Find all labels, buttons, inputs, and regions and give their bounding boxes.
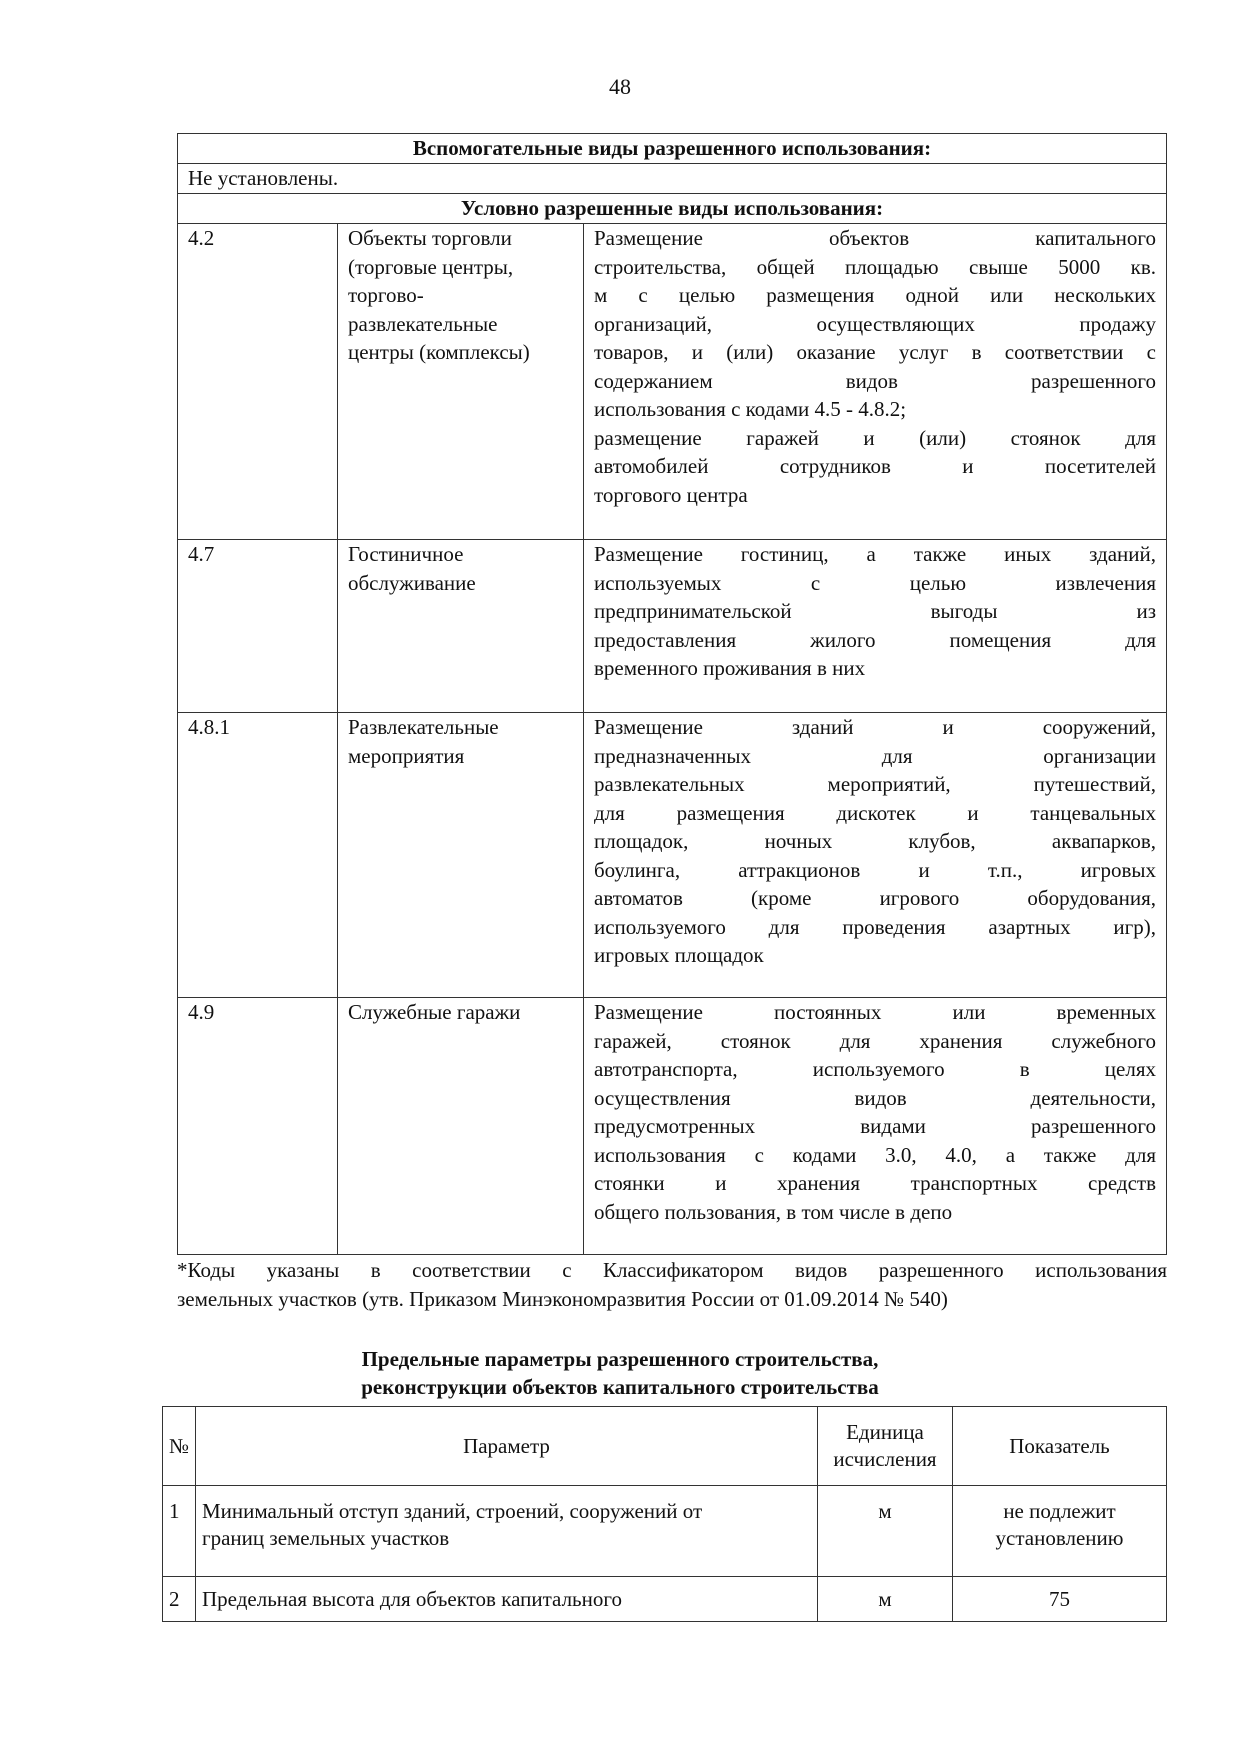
header-value: Показатель [953, 1407, 1167, 1486]
description-line: использования с кодами 4.5 - 4.8.2; [594, 397, 907, 421]
conditional-uses-header: Условно разрешенные виды использования: [178, 194, 1167, 224]
footnote [177, 1256, 1167, 1314]
row-unit: м [818, 1577, 953, 1622]
auxiliary-uses-value: Не установлены. [178, 164, 1167, 194]
row-value: 75 [953, 1577, 1167, 1622]
description-line: автотранспорта, используемого в целях [594, 1057, 1156, 1081]
use-description [584, 713, 1167, 998]
use-name-line: развлекательные [348, 311, 498, 336]
title-line: реконструкции объектов капитального строительства [361, 1375, 879, 1399]
row-parameter [196, 1486, 818, 1577]
row-number: 1 [163, 1486, 196, 1577]
description-line: площадок, ночных клубов, аквапарков, [594, 829, 1156, 853]
row-parameter: Предельная высота для объектов капитального [196, 1577, 818, 1622]
description-line: торгового центра [594, 482, 748, 507]
header-parameter: Параметр [196, 1407, 818, 1486]
use-name-line: Гостиничное [348, 542, 464, 566]
parameter-line: Минимальный отступ зданий, строений, сооружений от [202, 1499, 703, 1523]
description-line: предусмотренных видами разрешенного [594, 1114, 1156, 1138]
use-code: 4.9 [178, 998, 338, 1255]
description-line: временного проживания в них [594, 656, 866, 680]
description-line: содержанием видов разрешенного [594, 368, 1156, 393]
parameter-line: границ земельных участков [202, 1526, 450, 1550]
use-description [584, 540, 1167, 713]
table-header-row [163, 1407, 1167, 1486]
table-row [163, 1486, 1167, 1577]
description-line: предназначенных для организации [594, 743, 1156, 768]
table-row [178, 540, 1167, 713]
header-unit-line: Единица [846, 1420, 924, 1444]
header-number: № [163, 1407, 196, 1486]
description-line: использования с кодами 3.0, 4.0, а также для [594, 1142, 1156, 1167]
construction-parameters-table [162, 1406, 1167, 1622]
description-line: автоматов (кроме игрового оборудования, [594, 886, 1156, 910]
description-line: гаражей, стоянок для хранения служебного [594, 1028, 1156, 1053]
table-row [163, 1577, 1167, 1622]
description-line: предпринимательской выгоды из [594, 599, 1156, 623]
description-line: осуществления видов деятельности, [594, 1085, 1156, 1110]
description-line: используемых с целью извлечения [594, 570, 1156, 595]
header-unit [818, 1407, 953, 1486]
description-line: развлекательных мероприятий, путешествий, [594, 772, 1156, 796]
table-row [178, 713, 1167, 998]
use-name-line: Служебные гаражи [348, 1000, 521, 1024]
description-line: Размещение зданий и сооружений, [594, 715, 1156, 739]
value-line: не подлежит [1003, 1499, 1116, 1523]
use-name-line: Развлекательные [348, 715, 499, 739]
use-name [338, 540, 584, 713]
description-line: размещение гаражей и (или) стоянок для [594, 425, 1156, 450]
table-row [178, 998, 1167, 1255]
use-code: 4.8.1 [178, 713, 338, 998]
footnote-line: земельных участков (утв. Приказом Минэкономразвития России от 01.09.2014 № 540) [177, 1287, 948, 1311]
description-line: м с целью размещения одной или нескольких [594, 283, 1156, 307]
auxiliary-uses-header: Вспомогательные виды разрешенного использования: [178, 134, 1167, 164]
description-line: боулинга, аттракционов и т.п., игровых [594, 857, 1156, 882]
use-code: 4.2 [178, 224, 338, 540]
description-line: организаций, осуществляющих продажу [594, 311, 1156, 336]
description-line: общего пользования, в том числе в депо [594, 1199, 953, 1224]
use-name-line: обслуживание [348, 570, 476, 595]
description-line: товаров, и (или) оказание услуг в соответствии с [594, 340, 1156, 364]
use-name [338, 713, 584, 998]
description-line: автомобилей сотрудников и посетителей [594, 454, 1156, 478]
use-name-line: Объекты торговли [348, 226, 512, 250]
description-line: Размещение гостиниц, а также иных зданий, [594, 542, 1156, 566]
header-unit-line: исчисления [833, 1447, 937, 1471]
description-line: для размещения дискотек и танцевальных [594, 800, 1156, 825]
use-name-line: торгово- [348, 283, 424, 307]
parameters-table-title [0, 1345, 1240, 1401]
use-description [584, 998, 1167, 1255]
row-number: 2 [163, 1577, 196, 1622]
description-line: Размещение постоянных или временных [594, 1000, 1156, 1024]
table-row [178, 224, 1167, 540]
permitted-use-table [177, 133, 1167, 1255]
value-line: установлению [995, 1526, 1124, 1550]
use-name-line: (торговые центры, [348, 254, 514, 279]
row-unit: м [818, 1486, 953, 1577]
use-name-line: центры (комплексы) [348, 340, 530, 364]
description-line: игровых площадок [594, 943, 764, 967]
row-value [953, 1486, 1167, 1577]
use-name-line: мероприятия [348, 743, 465, 768]
title-line: Предельные параметры разрешенного строительства, [361, 1347, 879, 1371]
description-line: предоставления жилого помещения для [594, 627, 1156, 652]
use-name [338, 998, 584, 1255]
description-line: Размещение объектов капитального [594, 226, 1156, 250]
description-line: строительства, общей площадью свыше 5000 кв. [594, 254, 1156, 279]
description-line: стоянки и хранения транспортных средств [594, 1171, 1156, 1195]
footnote-line: *Коды указаны в соответствии с Классификатором видов разрешенного использования [177, 1258, 1167, 1282]
page-number: 48 [609, 74, 631, 99]
use-name [338, 224, 584, 540]
use-description [584, 224, 1167, 540]
use-code: 4.7 [178, 540, 338, 713]
description-line: используемого для проведения азартных игр), [594, 914, 1156, 939]
